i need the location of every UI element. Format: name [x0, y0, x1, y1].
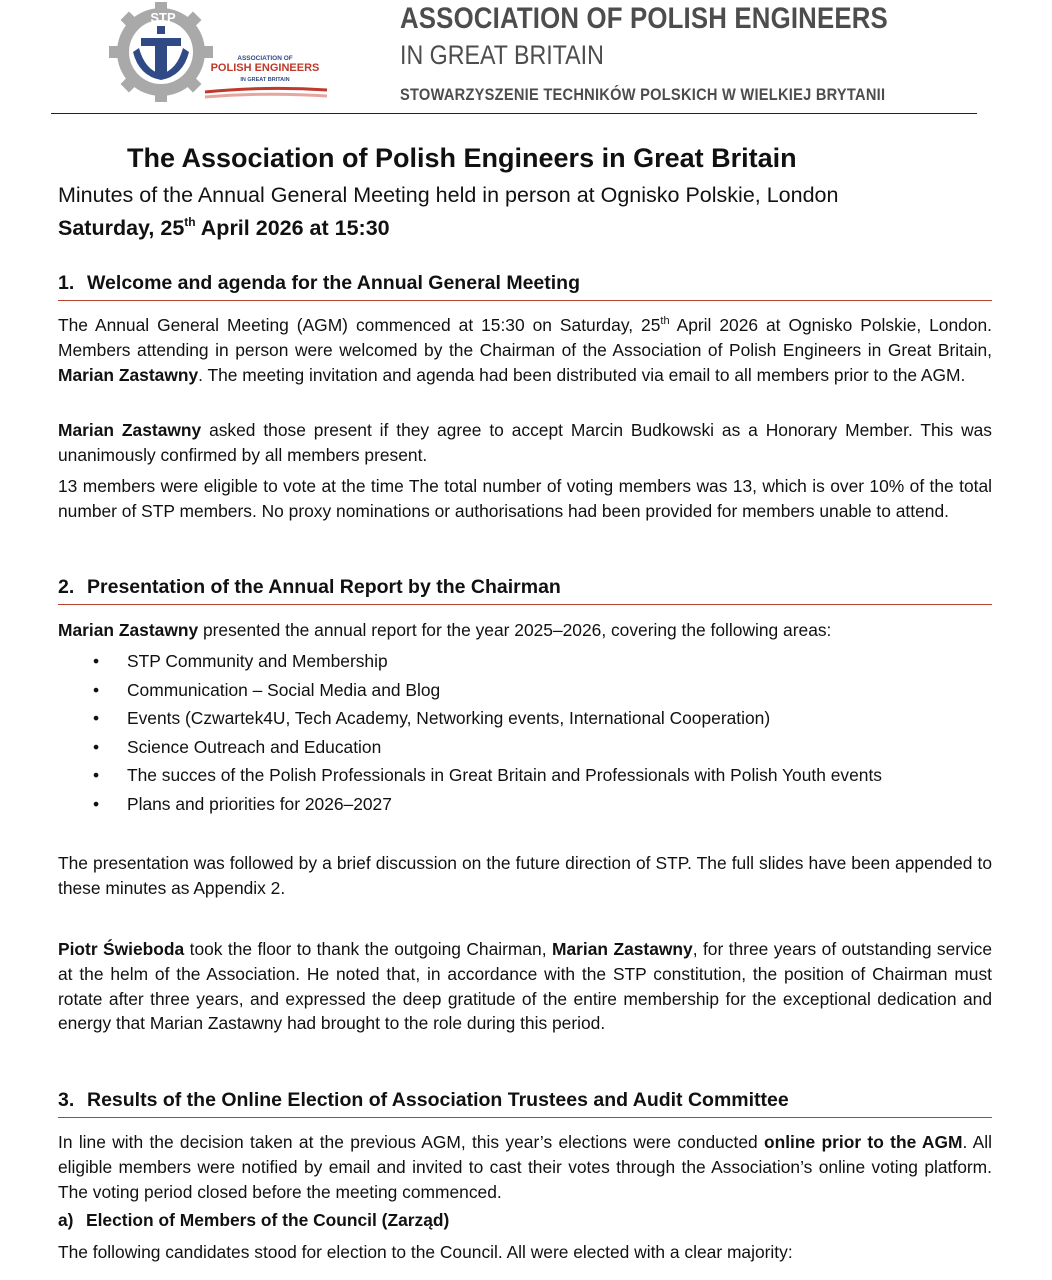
section-1-paragraph-2: Marian Zastawny asked those present if they agree to accept Marcin Budkowski as a Honorary Member. This was unanimously confirmed by all members present. [58, 420, 992, 465]
list-item: • Plans and priorities for 2026–2027 [58, 791, 992, 820]
section-2-intro: Marian Zastawny presented the annual report for the year 2025–2026, covering the following areas: [58, 620, 832, 640]
gear-icon [109, 2, 213, 102]
report-areas-list [58, 648, 992, 820]
bullet: • [93, 765, 100, 786]
list-item: • STP Community and Membership [58, 648, 992, 677]
bullet: • [93, 793, 100, 814]
bullet: • [93, 736, 100, 757]
org-title: ASSOCIATION OF POLISH ENGINEERS [400, 2, 888, 35]
logo-line3: IN GREAT BRITAIN [240, 77, 290, 83]
bullet: • [93, 651, 100, 671]
logo-line1: ASSOCIATION OF [237, 55, 293, 62]
list-item: • The succes of the Polish Professionals in Great Britain and Professionals with Polish Youth events [58, 762, 992, 791]
list-item: • Science Outreach and Education [58, 734, 992, 763]
logo-line2: POLISH ENGINEERS [210, 62, 320, 74]
section-1-paragraph-3: 13 members were eligible to vote at the time The total number of voting members was 13, which is over 10% of the total number of STP members. No proxy nominations or authorisations had been provided for members unable to attend. [58, 476, 992, 521]
svg-text:STP: STP [150, 10, 176, 25]
list-item: • Communication – Social Media and Blog [58, 677, 992, 706]
section-2-thanks: Piotr Świeboda took the floor to thank the outgoing Chairman, Marian Zastawny, for three years of outstanding service at the helm of the Association. He noted that, in accordance with the STP constitution, the position of Chairman must rotate after three years, and expressed the deep gratitude of the entire membership for the exceptional dedication and energy that Marian Zastawny had brought to the role during this period. [58, 939, 992, 1034]
subsection-a-heading: a) Election of Members of the Council (Zarząd) [58, 1210, 450, 1230]
document-subtitle: Minutes of the Annual General Meeting held in person at Ognisko Polskie, London [58, 183, 839, 207]
bullet: • [93, 679, 100, 700]
bullet: • [93, 708, 100, 729]
section-2-discussion: The presentation was followed by a brief discussion on the future direction of STP. The full slides have been appended to these minutes as Appendix 2. [58, 853, 992, 898]
section-1-paragraph-1: The Annual General Meeting (AGM) commenced at 15:30 on Saturday, 25th April 2026 at Ognisko Polskie, London. Members attending in person were welcomed by the Chairman of the Association of Polish Engineers in Great Britain, Marian Zastawny. The meeting invitation and agenda had been distributed via email to all members prior to the AGM. [58, 315, 992, 385]
stp-logo [105, 0, 335, 108]
section-3-paragraph-2: The following candidates stood for election to the Council. All were elected with a clear majority: [58, 1242, 793, 1262]
header-divider [51, 113, 977, 114]
section-3-heading: 3. Results of the Online Election of Association Trustees and Audit Committee [58, 1089, 992, 1118]
meeting-date: Saturday, 25th April 2026 at 15:30 [58, 215, 390, 240]
list-item: • Events (Czwartek4U, Tech Academy, Networking events, International Cooperation) [58, 705, 992, 734]
section-2-heading: 2. Presentation of the Annual Report by the Chairman [58, 576, 992, 605]
document-title: The Association of Polish Engineers in Great Britain [127, 143, 797, 173]
section-3-paragraph-1: In line with the decision taken at the previous AGM, this year’s elections were conducted online prior to the AGM. All eligible members were notified by email and invited to cast their votes through the Association’s online voting platform. The voting period closed before the meeting commenced. [58, 1132, 992, 1202]
section-1-heading: 1. Welcome and agenda for the Annual General Meeting [58, 272, 992, 301]
org-subtitle: IN GREAT BRITAIN [400, 40, 604, 70]
org-polish-name: STOWARZYSZENIE TECHNIKÓW POLSKICH W WIELKIEJ BRYTANII [400, 85, 886, 104]
